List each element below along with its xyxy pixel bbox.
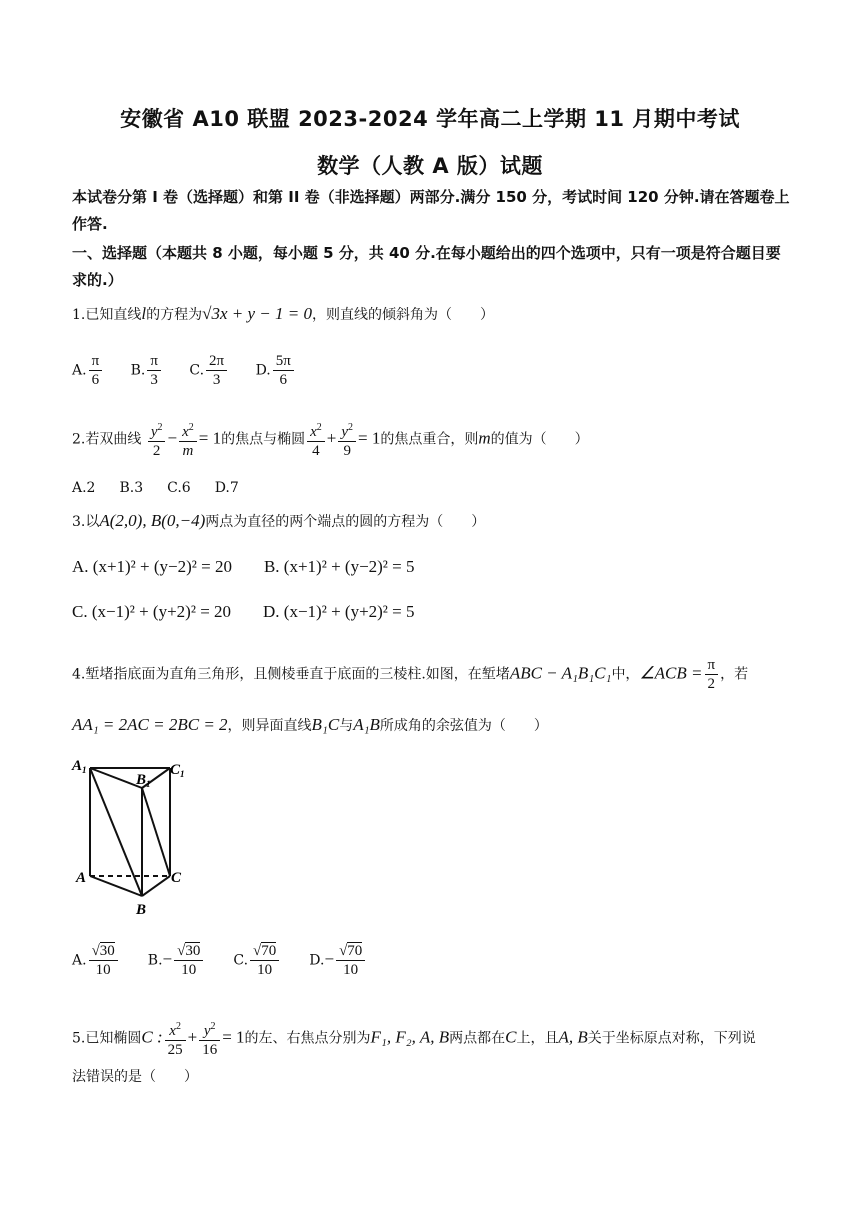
option-a[interactable]: A.2 [72,480,96,496]
option-c[interactable]: C. (x−1)² + (y+2)² = 20 [72,602,232,621]
question-1-stem: 1.已知直线l的方程为√3x + y − 1 = 0，则直线的倾斜角为（ ） [72,304,494,323]
option-d[interactable]: D. (x−1)² + (y+2)² = 5 [263,602,415,621]
question-1-equation: 3x + y − 1 = 0 [211,304,312,323]
question-3-options-row-1 [72,556,802,579]
option-c[interactable]: C. $\frac{2\pi}{3}$ [189,352,229,389]
label-b: B [136,902,147,918]
label-c1: $C_1$ [170,762,185,779]
question-4-stem-line-1: 4.堑堵指底面为直角三角形，且侧棱垂直于底面的三棱柱.如图，在堑堵ABC − A₁B₁C₁中，∠ACB = $\frac{\pi}{2}$ ，若 [72,657,749,692]
option-a[interactable]: A. $\frac{\pi}{6}$ [72,352,104,389]
question-5-stem-line-1: 5.已知椭圆C : $\frac{x^2}{25}$ + $\frac{y^2}{16}$ = 1的左、右焦点分别为F₁, F₂, A, B两点都在C上，且A, B关于坐标原点对称，下列说 [72,1018,802,1059]
question-2-options [72,477,802,499]
option-b[interactable]: B.3 [119,480,144,496]
label-a1: $A_1$ [72,758,87,775]
option-d[interactable]: D. $\frac{5\pi}{6}$ [256,352,296,389]
exam-instructions: 本试卷分第 I 卷（选择题）和第 II 卷（非选择题）两部分.满分 150 分，考试时间 120 分钟.请在答题卷上作答. [72,188,790,233]
exam-title: 安徽省 A10 联盟 2023-2024 学年高二上学期 11 月期中考试 [120,107,740,131]
option-b[interactable]: B.− $\frac{√30}{10}$ [148,942,206,979]
option-b[interactable]: B. (x+1)² + (y−2)² = 5 [263,557,415,576]
question-4-stem-line-2: AA₁ = 2AC = 2BC = 2，则异面直线B₁C与A₁B所成角的余弦值为（ ） [72,715,548,734]
question-4-options [72,942,802,979]
option-a[interactable]: A. (x+1)² + (y−2)² = 20 [72,557,232,576]
question-3-stem: 3.以A(2,0), B(0,−4)两点为直径的两个端点的圆的方程为（ ） [72,511,486,530]
prism-figure [70,754,190,924]
option-a[interactable]: A. $\frac{√30}{10}$ [72,942,120,979]
option-d[interactable]: D.− $\frac{√70}{10}$ [309,942,367,979]
section-heading: 一、选择题（本题共 8 小题，每小题 5 分，共 40 分.在每小题给出的四个选项中，只有一项是符合题目要求的.） [72,244,781,289]
option-b[interactable]: B. $\frac{\pi}{3}$ [131,352,163,389]
question-1-options [72,352,802,389]
label-b1: $B_1$ [136,772,151,789]
question-3-options-row-2 [72,601,802,624]
question-3-points: A(2,0), B(0,−4) [99,511,206,530]
option-c[interactable]: C.6 [167,480,191,496]
label-c: C [171,870,182,886]
question-5-stem-line-2: 法错误的是（ ） [72,1069,198,1085]
option-d[interactable]: D.7 [214,480,239,496]
exam-subtitle: 数学（人教 A 版）试题 [317,154,543,178]
label-a: A [76,870,87,886]
option-c[interactable]: C. $\frac{√70}{10}$ [233,942,281,979]
question-2-stem: 2.若双曲线 $\frac{y^2}{2}$ − $\frac{x^2}{m}$ = 1的焦点与椭圆 $\frac{x^2}{4}$ + $\frac{y^2}{9}$ = 1的焦点重合，则m的值为（ ） [72,419,802,460]
